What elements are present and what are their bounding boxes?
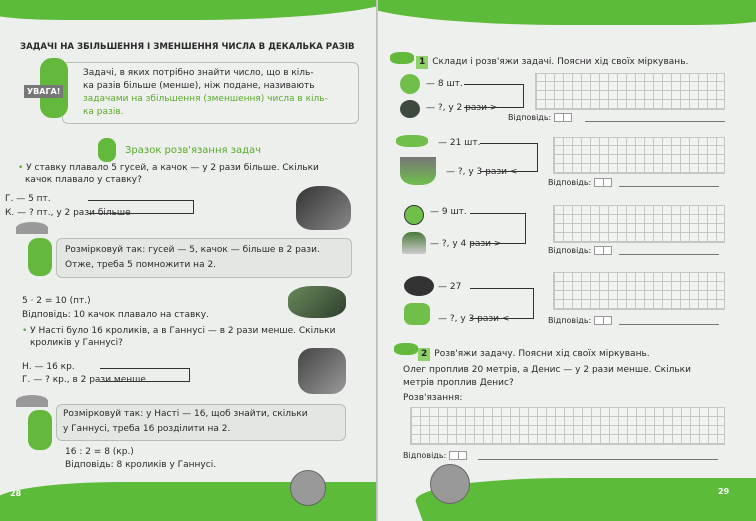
lizard-icon xyxy=(394,343,418,355)
attention-text: Задачі, в яких потрібно знайти число, що в кіль- xyxy=(83,68,314,78)
umbrella-icon xyxy=(16,222,48,234)
reasoning-text: Розмірковуй так: у Насті — 16, щоб знайти, скільки xyxy=(63,409,308,419)
right-page xyxy=(378,0,756,521)
bunny-mascot-icon xyxy=(98,138,116,162)
answer-field[interactable] xyxy=(548,246,719,255)
answer-label: Відповідь: xyxy=(548,246,592,255)
problem1-line: У ставку плавало 5 гусей, а качок — у 2 рази більше. Скільки xyxy=(26,163,319,173)
solution-label: Розв'язання: xyxy=(403,393,463,403)
answer-box[interactable] xyxy=(449,451,467,460)
answer-grid[interactable] xyxy=(535,73,725,110)
short-note-line: К. — ? пт., у 2 рази більше xyxy=(5,208,131,218)
attention-box xyxy=(62,62,359,124)
rabbits-illustration xyxy=(298,348,346,394)
top-green-band xyxy=(0,0,377,20)
given-quantity: — 21 шт. xyxy=(438,138,481,148)
lizard-icon xyxy=(390,52,414,64)
apple-icon xyxy=(400,74,420,94)
attention-highlight: задачами на збільшення (зменшення) числа в кіль- xyxy=(83,94,328,104)
reasoning-box xyxy=(56,238,352,278)
answer-text: Відповідь: 10 качок плавало на ставку. xyxy=(22,310,209,320)
answer-line[interactable] xyxy=(619,178,719,187)
exercise-heading-text: Склади і розв'яжи задачі. Поясни хід своїх міркувань. xyxy=(432,57,689,67)
given-quantity: — 9 шт. xyxy=(430,207,467,217)
problem1-text: • У ставку плавало 5 гусей, а качок — у 2 рази більше. Скільки xyxy=(18,163,319,173)
answer-box[interactable] xyxy=(594,246,612,255)
pear-icon xyxy=(400,100,420,118)
answer-line[interactable] xyxy=(619,316,719,325)
bracket-arrow xyxy=(470,213,526,244)
ship-icon xyxy=(400,157,436,185)
answer-label: Відповідь: xyxy=(548,178,592,187)
given-quantity: — 27 xyxy=(438,282,462,292)
exercise-number: 2 xyxy=(418,348,430,361)
answer-line[interactable] xyxy=(478,451,718,460)
attention-badge: УВАГА! xyxy=(24,85,63,98)
answer-text: Відповідь: 8 кроликів у Ганнусі. xyxy=(65,460,217,470)
answer-label: Відповідь: xyxy=(508,113,552,122)
left-page xyxy=(0,0,377,521)
problem-text: метрів проплив Денис? xyxy=(403,378,514,388)
calculation: 5 · 2 = 10 (пт.) xyxy=(22,296,91,306)
smiley-face-icon xyxy=(290,470,326,506)
mascot-icon xyxy=(28,238,52,276)
bracket-arrow xyxy=(88,200,194,214)
unknown-quantity: — ?, у 3 рази < xyxy=(438,314,510,324)
exercise-number: 1 xyxy=(416,56,428,69)
answer-grid[interactable] xyxy=(553,205,725,243)
attention-highlight: ка разів. xyxy=(83,107,124,117)
problem1-line: качок плавало у ставку? xyxy=(25,175,142,185)
answer-line[interactable] xyxy=(619,246,719,255)
answer-field[interactable] xyxy=(548,178,719,187)
ducks-illustration xyxy=(288,286,346,318)
reasoning-box xyxy=(56,404,346,441)
page-number: 28 xyxy=(10,489,22,498)
problem2-text: • У Насті було 16 кроликів, а в Ганнусі — в 2 рази менше. Скільки xyxy=(22,326,336,336)
top-green-band xyxy=(378,0,756,25)
airplane-icon xyxy=(396,135,428,147)
answer-box[interactable] xyxy=(594,316,612,325)
umbrella-icon xyxy=(16,395,48,407)
problem2-line: кроликів у Ганнусі? xyxy=(30,338,123,348)
reasoning-text: Розмірковуй так: гусей — 5, качок — більше в 2 рази. xyxy=(65,245,320,255)
answer-label: Відповідь: xyxy=(548,316,592,325)
reasoning-text: Отже, треба 5 помножити на 2. xyxy=(65,260,217,270)
short-note-line: Н. — 16 кр. xyxy=(22,362,75,372)
answer-grid[interactable] xyxy=(553,272,725,310)
turtle-icon xyxy=(404,276,434,296)
answer-box[interactable] xyxy=(554,113,572,122)
exercise-heading-text: Розв'яжи задачу. Поясни хід своїх міркувань. xyxy=(434,349,650,359)
exercise1-heading xyxy=(416,56,688,69)
bell-icon xyxy=(402,232,426,254)
short-note-line: Г. — ? кр., в 2 рази менше xyxy=(22,375,146,385)
answer-box[interactable] xyxy=(594,178,612,187)
exercise2-heading xyxy=(418,348,650,361)
page-number: 29 xyxy=(718,487,730,496)
sample-heading: Зразок розв'язання задач xyxy=(125,145,262,156)
answer-grid[interactable] xyxy=(553,137,725,174)
answer-label: Відповідь: xyxy=(403,451,447,460)
bracket-arrow xyxy=(100,368,190,382)
bracket-arrow xyxy=(464,84,524,108)
answer-field[interactable] xyxy=(548,316,719,325)
calculation: 16 : 2 = 8 (кр.) xyxy=(65,447,134,457)
bracket-arrow xyxy=(480,143,538,172)
problem2-line: У Насті було 16 кроликів, а в Ганнусі — в 2 рази менше. Скільки xyxy=(30,326,336,336)
short-note-line: Г. — 5 пт. xyxy=(5,194,51,204)
attention-text: ка разів більше (менше), ніж подане, називають xyxy=(83,81,315,91)
frog-icon xyxy=(404,303,430,325)
answer-field[interactable] xyxy=(508,113,725,122)
bracket-arrow xyxy=(470,288,534,319)
page-title: ЗАДАЧІ НА ЗБІЛЬШЕННЯ І ЗМЕНШЕННЯ ЧИСЛА В ДЕКАЛЬКА РАЗІВ xyxy=(20,42,355,52)
geese-illustration xyxy=(296,186,351,230)
mascot-icon xyxy=(28,410,52,450)
problem-text: Олег проплив 20 метрів, а Денис — у 2 рази менше. Скільки xyxy=(403,365,691,375)
unknown-quantity: — ?, у 3 рази < xyxy=(446,167,518,177)
ornament-ball-icon xyxy=(404,205,424,225)
reasoning-text: у Ганнусі, треба 16 розділити на 2. xyxy=(63,424,231,434)
answer-field[interactable] xyxy=(403,451,718,460)
smiley-face-icon xyxy=(430,464,470,504)
given-quantity: — 8 шт. xyxy=(426,79,463,89)
answer-line[interactable] xyxy=(585,113,725,122)
solution-grid[interactable] xyxy=(410,407,725,445)
unknown-quantity: — ?, у 2 рази > xyxy=(426,103,498,113)
unknown-quantity: — ?, у 4 рази > xyxy=(430,239,502,249)
